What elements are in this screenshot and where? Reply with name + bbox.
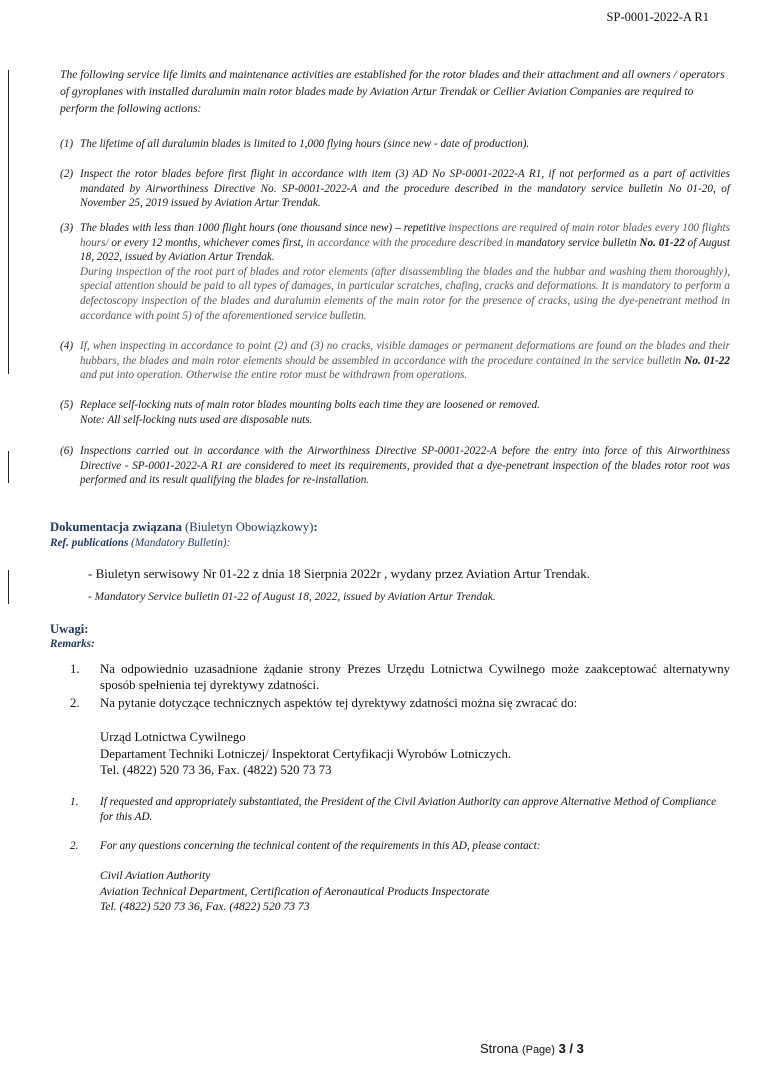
remark-en-2: 2. For any questions concerning the technical content of the requirements in this AD, please contact: [70, 840, 541, 852]
revision-bar [8, 70, 9, 374]
item-6: (6) Inspections carried out in accordance with the Airworthiness Directive SP-0001-2022-A before the entry into force of this Airworthiness Directive - SP-0001-2022-A R1 are considered to meet its requirements, provided that a dye-penetrant inspection of the blades rotor root was performed and its result qualifying the blades for re-installation. [60, 445, 730, 487]
revision-bar [8, 451, 9, 483]
item-1: (1) The lifetime of all duralumin blades is limited to 1,000 flying hours (since new - date of production). [60, 138, 530, 150]
contact-en: Civil Aviation Authority Aviation Technical Department, Certification of Aeronautical Products Inspectorate Tel. (4822) 520 73 36, Fax. (4822) 520 73 73 [100, 869, 490, 913]
reference-pl: - Biuletyn serwisowy Nr 01-22 z dnia 18 Sierpnia 2022r , wydany przez Aviation Artur Trendak. [88, 566, 590, 581]
related-docs-subheading: Ref. publications (Mandatory Bulletin): [50, 537, 231, 549]
remark-pl-2: 2. Na pytanie dotyczące technicznych aspektów tej dyrektywy zdatności można się zwracać do: [70, 696, 578, 710]
remark-pl-1: 1. Na odpowiednio uzasadnione żądanie strony Prezes Urzędu Lotnictwa Cywilnego może zaakceptować alternatywny sposób spełnienia tej dyrektywy zdatności. [70, 662, 730, 692]
item-5: (5) Replace self-locking nuts of main rotor blades mounting bolts each time they are loosened or removed. Note: All self-locking nuts used are disposable nuts. [60, 399, 540, 426]
related-docs-heading: Dokumentacja związana (Biuletyn Obowiązkowy): [50, 520, 318, 534]
item-2: (2) Inspect the rotor blades before first flight in accordance with item (3) AD No SP-0001-2022-A R1, if not performed as a part of activities mandated by Airworthiness Directive No. SP-0001-2022-A and the procedure described in the mandatory service bulletin No 01-20, of November 25, 2019 issued by Aviation Artur Trendak. [60, 168, 730, 210]
revision-bar [8, 570, 9, 604]
reference-en: - Mandatory Service bulletin 01-22 of August 18, 2022, issued by Aviation Artur Trendak. [88, 591, 496, 603]
item-3: (3) The blades with less than 1000 flight hours (one thousand since new) – repetitive inspections are required of main rotor blades every 100 flights hours/ or every 12 months, whichever comes first, in accordance with the procedure described in mandatory service bulletin No. 01-22 of August 18, 2022, issued by Aviation Artur Trendak. During inspection of the root part of blades and rotor elements (after disassembling the blades and the hubbar and washing them thoroughly), special attention should be paid to all types of damages, in particular scratches, chafing, cracks and deformations. It is mandatory to perform a defectoscopy inspection of the blades and duralumin elements of the main rotor for the presence of cracks, using the dye-penetrant method in accordance with point 5) of the aforementioned service bulletin. [60, 222, 730, 322]
item-4: (4) If, when inspecting in accordance to point (2) and (3) no cracks, visible damages or permanent deformations are found on the blades and their hubbars, the blades and main rotor elements should be assembled in accordance with the procedure contained in the service bulletin No. 01-22 and put into operation. Otherwise the entire rotor must be withdrawn from operations. [60, 340, 730, 382]
intro-paragraph: The following service life limits and maintenance activities are established for the rotor blades and their attachment and all owners / operators of gyroplanes with installed duralumin main rotor blades made by Aviation Artur Trendak or Cellier Aviation Companies are required to perform the following actions: [60, 68, 725, 115]
remarks-heading: Uwagi: [50, 622, 89, 636]
remark-en-1: 1. If requested and appropriately substantiated, the President of the Civil Aviation Authority can approve Alternative Method of Compliance for this AD. [70, 796, 717, 823]
contact-pl: Urząd Lotnictwa Cywilnego Departament Techniki Lotniczej/ Inspektorat Certyfikacji Wyrobów Lotniczych. Tel. (4822) 520 73 36, Fax. (4822) 520 73 73 [100, 730, 512, 777]
page-footer: Strona (Page) 3 / 3 [480, 1041, 584, 1056]
document-id: SP-0001-2022-A R1 [606, 10, 709, 24]
page-number: 3 / 3 [558, 1041, 584, 1056]
remarks-subheading: Remarks: [50, 638, 95, 650]
